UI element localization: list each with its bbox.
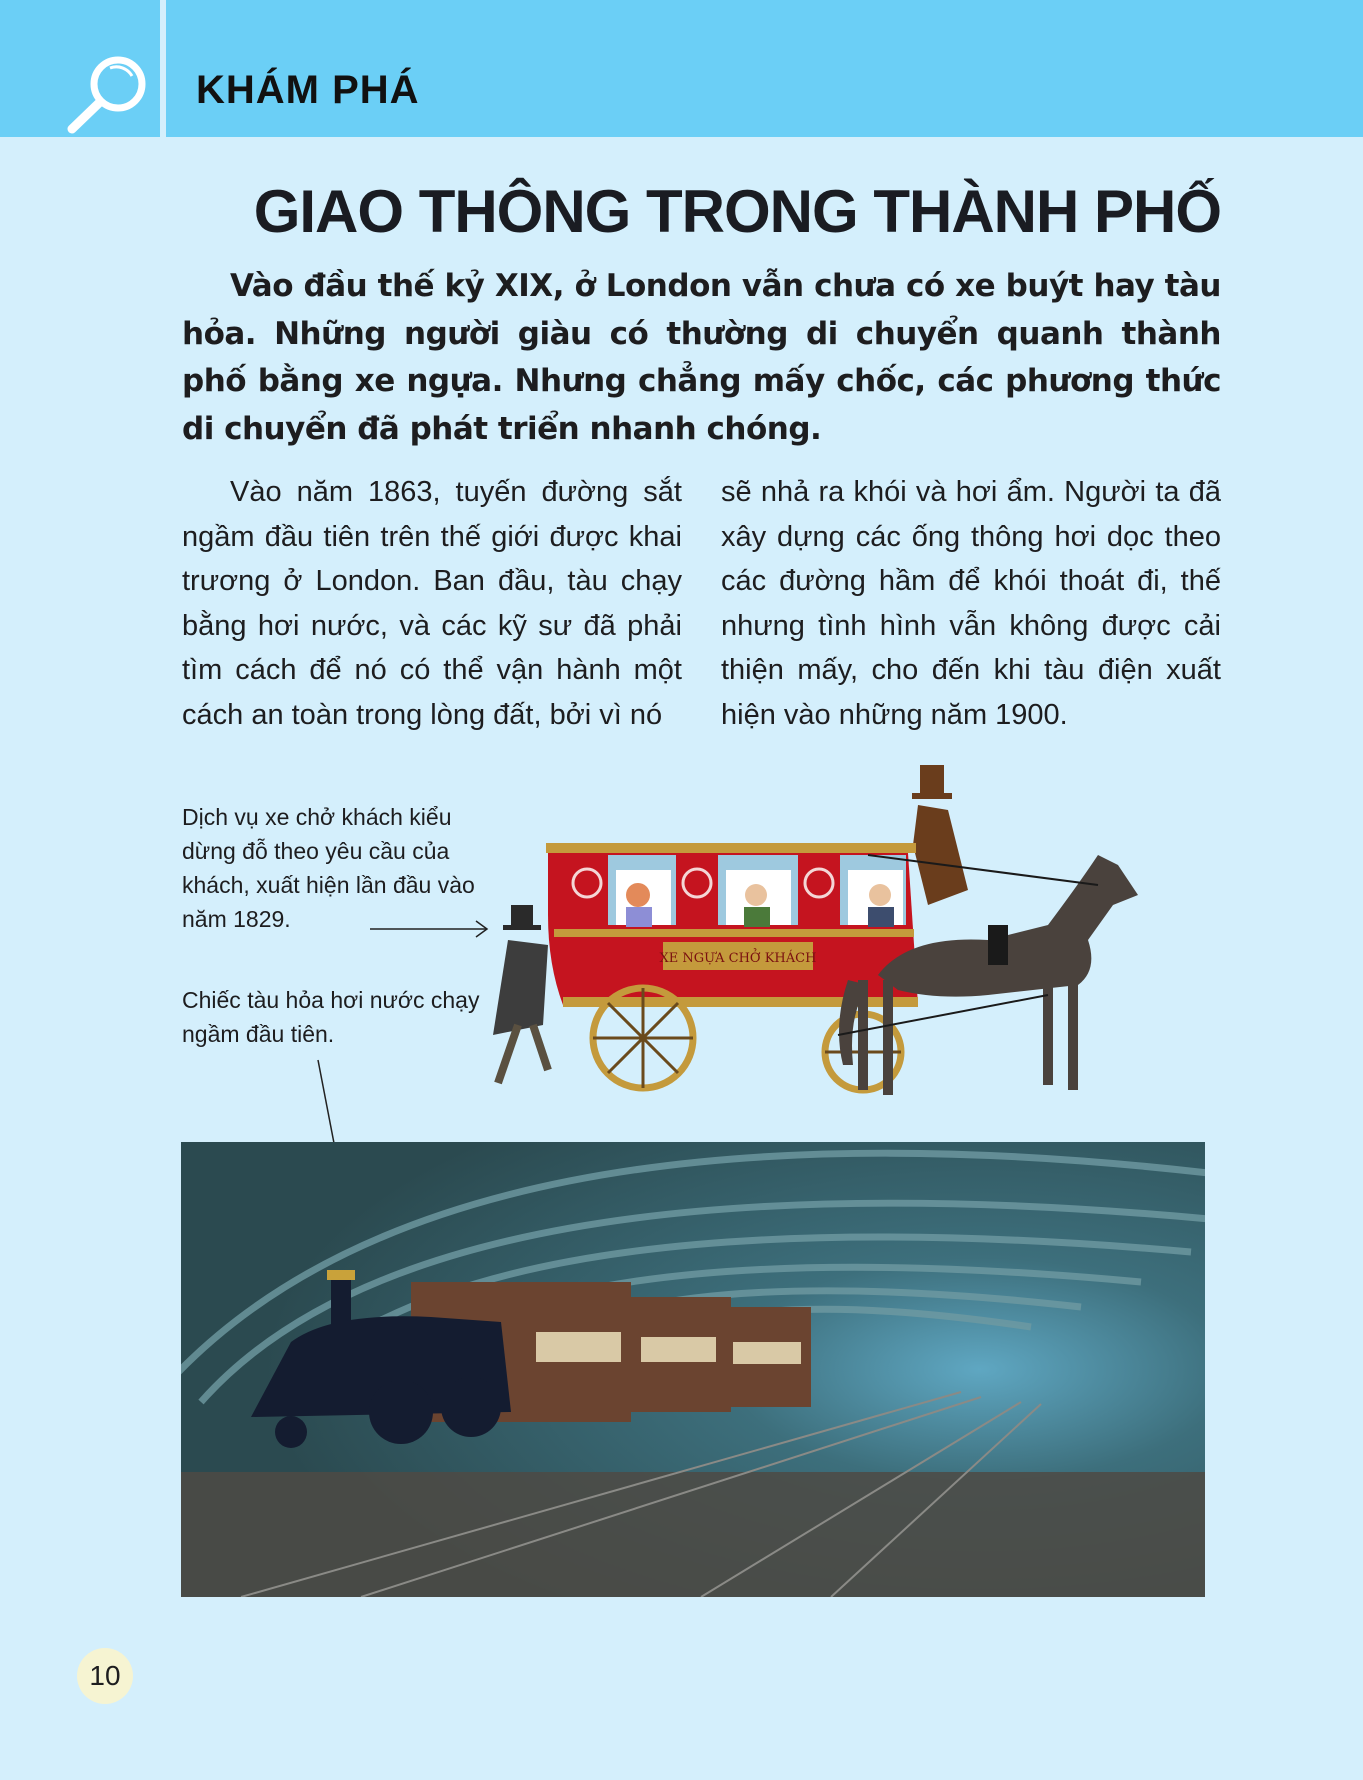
caption-train: Chiếc tàu hỏa hơi nước chạy ngầm đầu tiên. bbox=[182, 987, 480, 1047]
section-label: KHÁM PHÁ bbox=[196, 68, 420, 112]
body-column-right: sẽ nhả ra khói và hơi ẩm. Người ta đã xây dựng các ống thông hơi dọc theo các đường hầm để khói thoát đi, thế nhưng tình hình vẫn không được cải thiện mấy, cho đến khi tàu điện xuất hiện vào những năm 1900. bbox=[721, 476, 1221, 731]
page-number: 10 bbox=[77, 1648, 133, 1704]
underground-train-illustration bbox=[181, 1142, 1205, 1597]
body-column-left: Vào năm 1863, tuyến đường sắt ngầm đầu tiên trên thế giới được khai trương ở London. Ban đầu, tàu chạy bằng hơi nước, và các kỹ sư đã phải tìm cách để nó có thể vận hành một cách an toàn trong lòng đất, bởi vì nó bbox=[182, 476, 682, 731]
magnifier-icon bbox=[66, 54, 150, 134]
intro-paragraph: Vào đầu thế kỷ XIX, ở London vẫn chưa có xe buýt hay tàu hỏa. Những người giàu có thường di chuyển quanh thành phố bằng xe ngựa. Nhưng chẳng mấy chốc, các phương thức di chuyển đã phát triển nhanh chóng. bbox=[182, 268, 1221, 447]
caption-omnibus: Dịch vụ xe chở khách kiểu dừng đỗ theo yêu cầu của khách, xuất hiện lần đầu vào năm 1829. bbox=[182, 804, 475, 932]
section-header bbox=[0, 0, 1363, 137]
page-title: GIAO THÔNG TRONG THÀNH PHỐ bbox=[253, 178, 1221, 245]
header-divider bbox=[160, 0, 166, 137]
omnibus-illustration bbox=[488, 765, 1233, 1100]
carriage-sign: XE NGỰA CHỞ KHÁCH bbox=[659, 951, 817, 966]
